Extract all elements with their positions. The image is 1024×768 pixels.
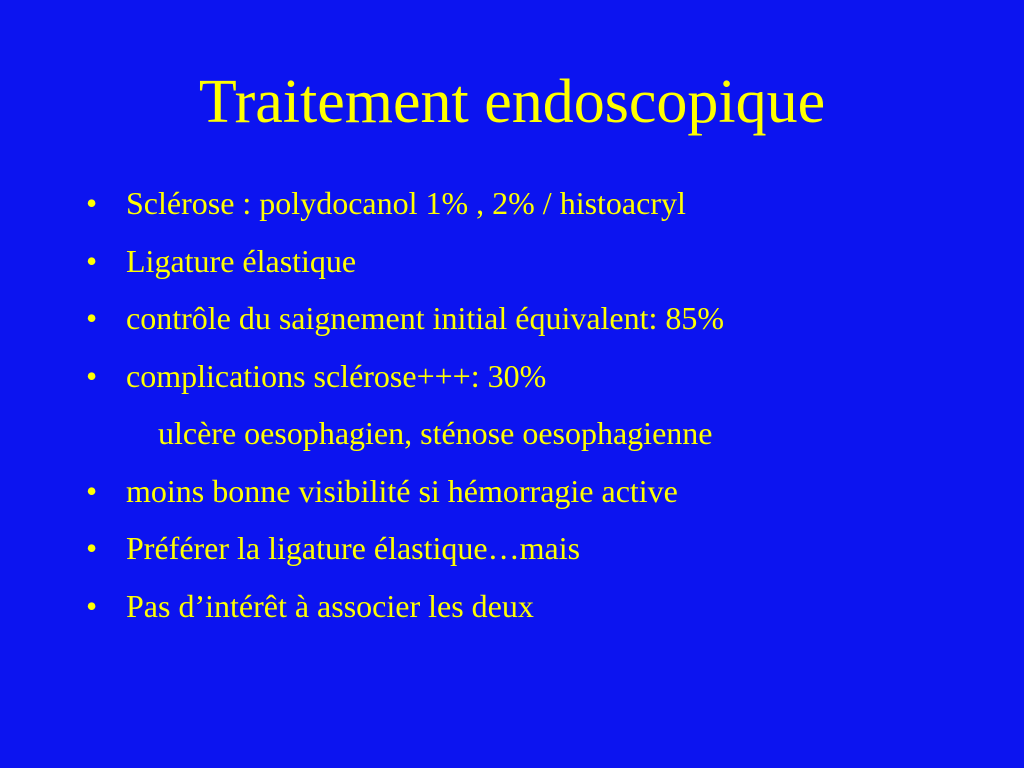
bullet-item [86,523,986,581]
bullet-icon: • [86,185,98,221]
bullet-icon: • [86,587,98,624]
bullet-item [86,466,986,524]
bullet-text: Sclérose : polydocanol 1% , 2% / histoacryl [126,185,686,221]
bullet-text: Pas d’intérêt à associer les deux [126,587,534,624]
bullet-text: complications sclérose+++: 30% [126,357,547,394]
sub-item [86,408,986,466]
bullet-text: Ligature élastique [126,242,357,279]
bullet-text: Préférer la ligature élastique…mais [126,530,581,566]
bullet-icon: • [86,472,98,509]
bullet-text: moins bonne visibilité si hémorragie active [126,472,678,509]
bullet-list [86,178,986,638]
bullet-icon: • [86,357,98,394]
sub-item-text: ulcère oesophagien, sténose oesophagienne [158,415,713,451]
bullet-item [86,236,986,294]
slide-title: Traitement endoscopique [198,68,826,136]
bullet-item [86,581,986,639]
bullet-item [86,178,986,236]
bullet-icon: • [86,300,98,336]
bullet-item [86,351,986,409]
bullet-item [86,293,986,351]
bullet-text: contrôle du saignement initial équivalent: 85% [126,300,725,336]
bullet-icon: • [86,530,98,566]
bullet-icon: • [86,242,98,279]
